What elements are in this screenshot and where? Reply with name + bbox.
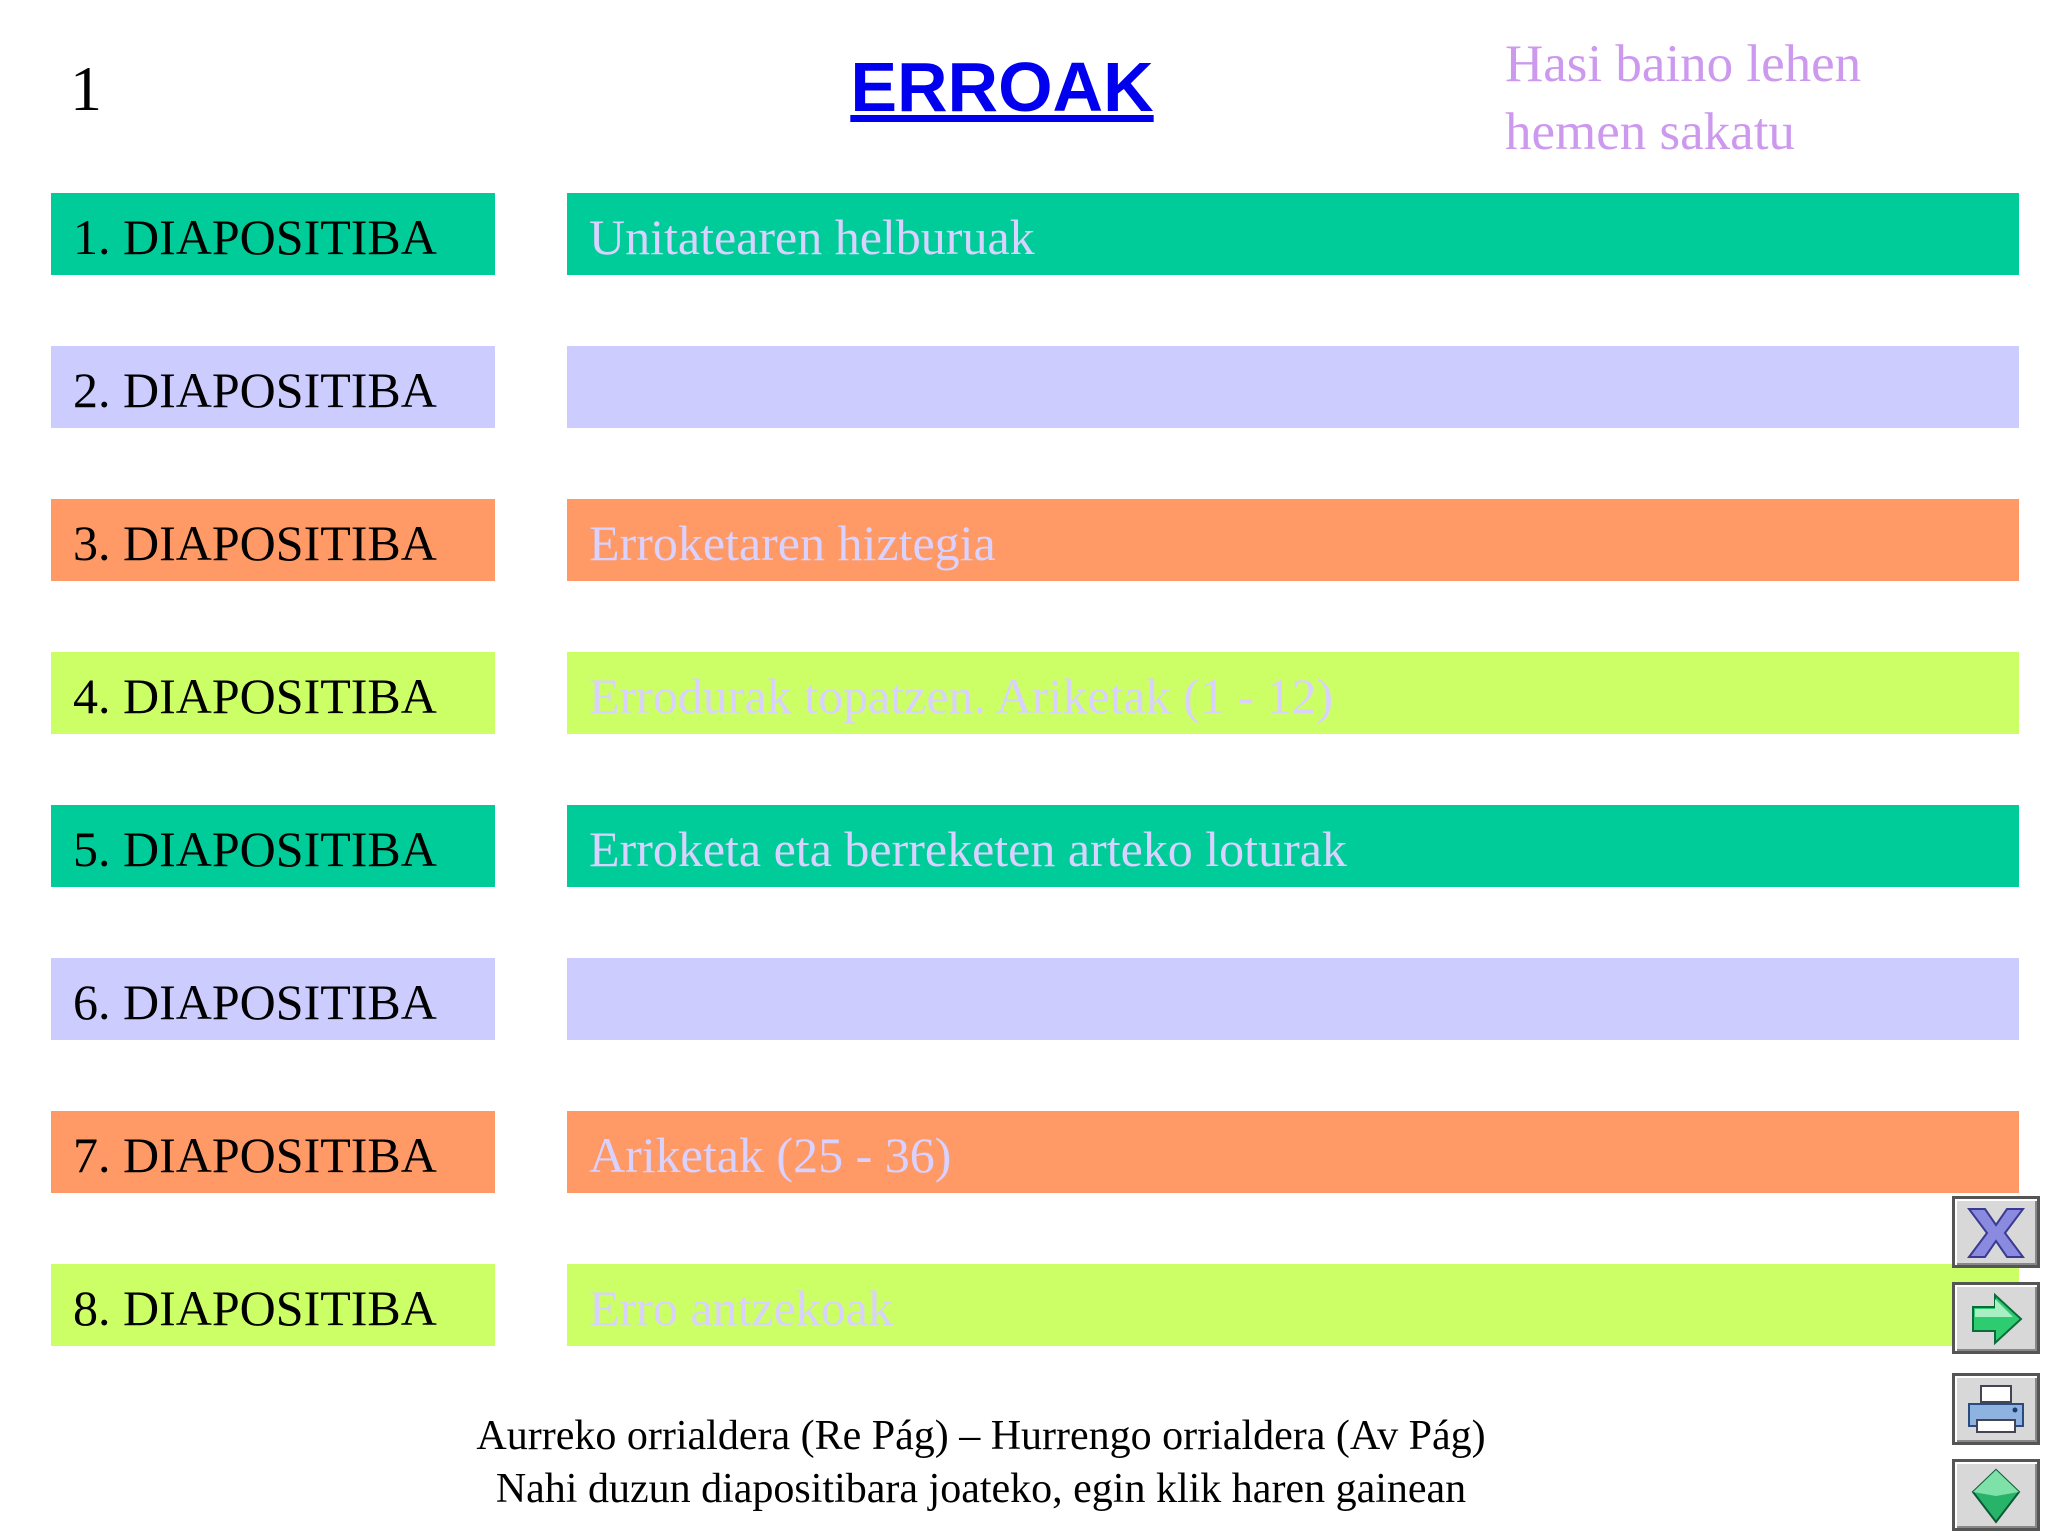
page-number: 1 bbox=[70, 53, 102, 124]
slide-row bbox=[0, 499, 2048, 581]
slide-7-link[interactable]: 7. DIAPOSITIBA bbox=[51, 1111, 495, 1193]
slide-4-description[interactable]: Errodurak topatzen. Ariketak (1 - 12) bbox=[567, 652, 2019, 734]
title-link[interactable]: ERROAK bbox=[850, 48, 1154, 126]
slide-2-link[interactable]: 2. DIAPOSITIBA bbox=[51, 346, 495, 428]
home-button[interactable] bbox=[1952, 1459, 2040, 1531]
slide-row bbox=[0, 958, 2048, 1040]
print-button[interactable] bbox=[1952, 1373, 2040, 1445]
slide-8-link[interactable]: 8. DIAPOSITIBA bbox=[51, 1264, 495, 1346]
start-hint-line2: hemen sakatu bbox=[1505, 103, 1795, 161]
slide-row bbox=[0, 346, 2048, 428]
slide-row bbox=[0, 1264, 2048, 1346]
next-slide-button[interactable] bbox=[1952, 1282, 2040, 1354]
slide-8-description[interactable]: Erro antzekoak bbox=[567, 1264, 2019, 1346]
slide-row bbox=[0, 805, 2048, 887]
slide-5-link[interactable]: 5. DIAPOSITIBA bbox=[51, 805, 495, 887]
start-hint-link[interactable] bbox=[1505, 30, 1861, 166]
close-icon bbox=[1961, 1203, 2031, 1263]
start-hint-line1: Hasi baino lehen bbox=[1505, 35, 1862, 93]
next-arrow-icon bbox=[1961, 1289, 2031, 1349]
diamond-icon bbox=[1961, 1466, 2031, 1526]
slide-1-link[interactable]: 1. DIAPOSITIBA bbox=[51, 193, 495, 275]
slide-6-description[interactable] bbox=[567, 958, 2019, 1040]
slide-row bbox=[0, 193, 2048, 275]
slide-7-description[interactable]: Ariketak (25 - 36) bbox=[567, 1111, 2019, 1193]
slide-row bbox=[0, 1111, 2048, 1193]
close-button[interactable] bbox=[1952, 1196, 2040, 1268]
footer-line1: Aurreko orrialdera (Re Pág) – Hurrengo orrialdera (Av Pág) bbox=[476, 1413, 1486, 1459]
printer-icon bbox=[1961, 1380, 2031, 1440]
slide-6-link[interactable]: 6. DIAPOSITIBA bbox=[51, 958, 495, 1040]
slide-1-description[interactable]: Unitatearen helburuak bbox=[567, 193, 2019, 275]
slide-2-description[interactable] bbox=[567, 346, 2019, 428]
footer-instructions bbox=[0, 1410, 1962, 1516]
slide-3-link[interactable]: 3. DIAPOSITIBA bbox=[51, 499, 495, 581]
slide-row bbox=[0, 652, 2048, 734]
slide-3-description[interactable]: Erroketaren hiztegia bbox=[567, 499, 2019, 581]
slide-4-link[interactable]: 4. DIAPOSITIBA bbox=[51, 652, 495, 734]
slide-5-description[interactable]: Erroketa eta berreketen arteko loturak bbox=[567, 805, 2019, 887]
footer-line2: Nahi duzun diapositibara joateko, egin klik haren gainean bbox=[495, 1466, 1467, 1512]
